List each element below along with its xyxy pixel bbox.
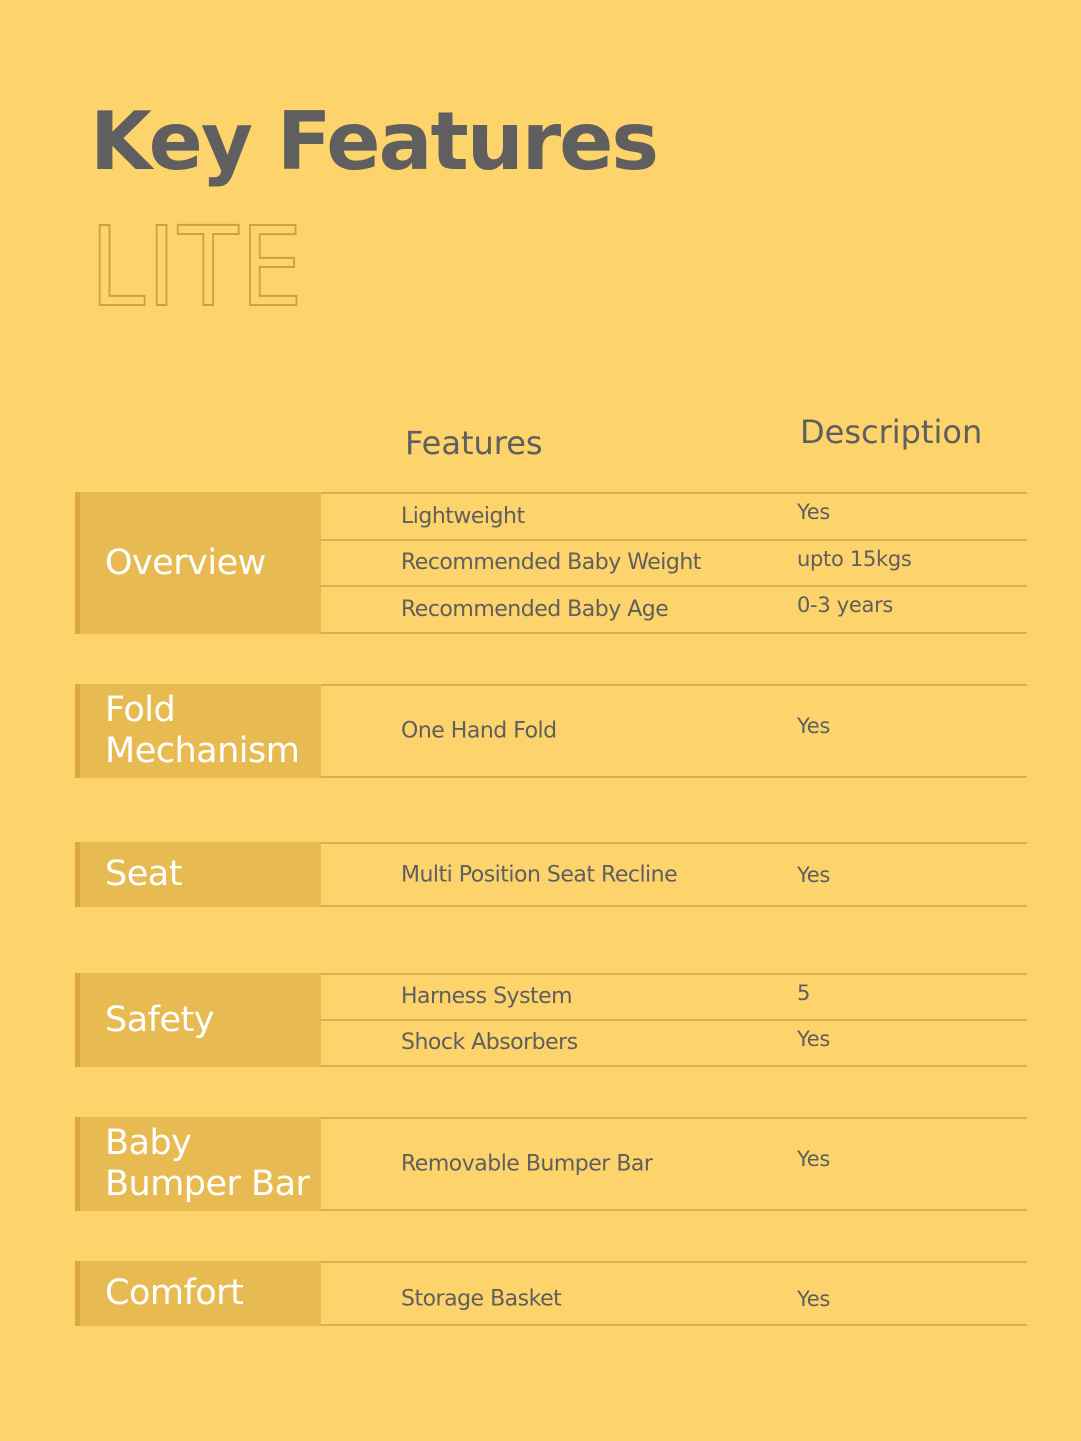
feature-rows [321,973,1027,1067]
feature-name: Storage Basket [401,1286,562,1311]
category-cell [75,1261,321,1326]
category-label: Seat [105,854,182,894]
description-column-header: Description [800,413,983,451]
feature-name: Shock Absorbers [401,1030,578,1055]
feature-group-safety [75,973,1027,1067]
table-row [321,1019,1027,1065]
feature-group-seat [75,842,1027,907]
category-cell [75,842,321,907]
category-label: Fold Mechanism [105,690,300,771]
category-label: Safety [105,999,214,1040]
feature-name: One Hand Fold [401,718,557,744]
feature-name: Recommended Baby Age [401,597,669,623]
feature-rows [321,842,1027,907]
category-label: Overview [105,542,266,583]
feature-rows [321,492,1027,634]
feature-name: Lightweight [401,503,525,529]
feature-value: Yes [797,862,830,887]
feature-value: Yes [797,500,830,524]
feature-value: Yes [797,1147,830,1172]
category-cell [75,1117,321,1211]
feature-name: Harness System [401,984,573,1009]
feature-name: Recommended Baby Weight [401,550,701,576]
feature-group-bumper-bar [75,1117,1027,1211]
table-row [321,585,1027,632]
table-row [321,844,1027,905]
category-label: Baby Bumper Bar [105,1123,310,1204]
feature-value: Yes [797,714,830,739]
table-row [321,686,1027,776]
table-row [321,975,1027,1019]
category-label: Comfort [105,1273,244,1313]
feature-rows [321,1261,1027,1326]
feature-value: upto 15kgs [797,546,912,571]
category-cell [75,973,321,1067]
table-row [321,539,1027,586]
feature-name: Multi Position Seat Recline [401,862,678,887]
page-title: Key Features [90,95,658,188]
features-column-header: Features [405,424,543,462]
model-subtitle: LITE [90,203,305,331]
category-cell [75,684,321,778]
feature-value: 0-3 years [797,593,894,618]
feature-group-overview [75,492,1027,634]
feature-rows [321,684,1027,778]
feature-group-comfort [75,1261,1027,1326]
feature-rows [321,1117,1027,1211]
table-row [321,494,1027,539]
feature-value: Yes [797,1027,830,1051]
table-row [321,1263,1027,1324]
feature-group-fold-mechanism [75,684,1027,778]
feature-value: Yes [797,1286,830,1311]
feature-name: Removable Bumper Bar [401,1151,653,1177]
category-cell [75,492,321,634]
table-row [321,1119,1027,1209]
feature-value: 5 [797,981,811,1005]
